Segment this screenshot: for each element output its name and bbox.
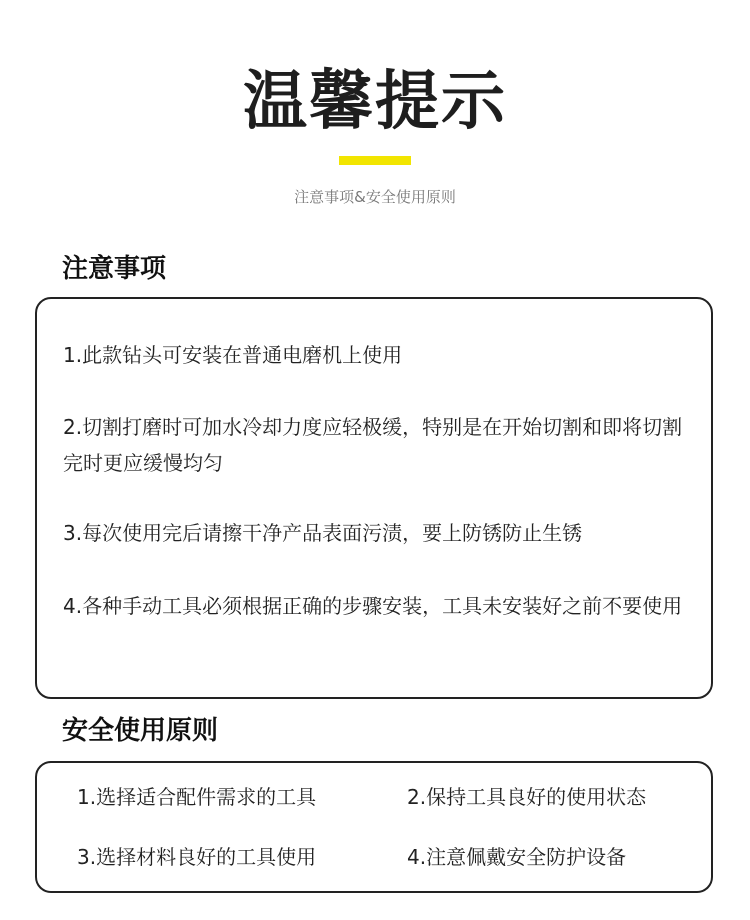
page-title: 温馨提示: [243, 65, 507, 139]
safety-item: 1.选择适合配件需求的工具: [77, 785, 317, 809]
safety-item: 2.保持工具良好的使用状态: [407, 785, 647, 809]
page-subtitle: 注意事项&安全使用原则: [294, 188, 456, 206]
note-item: 1.此款钻头可安装在普通电磨机上使用: [63, 343, 403, 367]
safety-box: [35, 761, 713, 893]
safety-item: 4.注意佩戴安全防护设备: [407, 845, 627, 869]
safety-heading: 安全使用原则: [62, 716, 219, 746]
safety-item: 3.选择材料良好的工具使用: [77, 845, 317, 869]
note-item: 2.切割打磨时可加水冷却力度应轻极缓，特别是在开始切割和即将切割完时更应缓慢均匀: [63, 415, 683, 475]
note-item: 4.各种手动工具必须根据正确的步骤安装，工具未安装好之前不要使用: [63, 594, 683, 618]
note-item: 3.每次使用完后请擦干净产品表面污渍，要上防锈防止生锈: [63, 521, 583, 545]
notes-heading: 注意事项: [62, 254, 167, 284]
notes-box: [35, 297, 713, 699]
title-accent-bar: [339, 156, 411, 165]
